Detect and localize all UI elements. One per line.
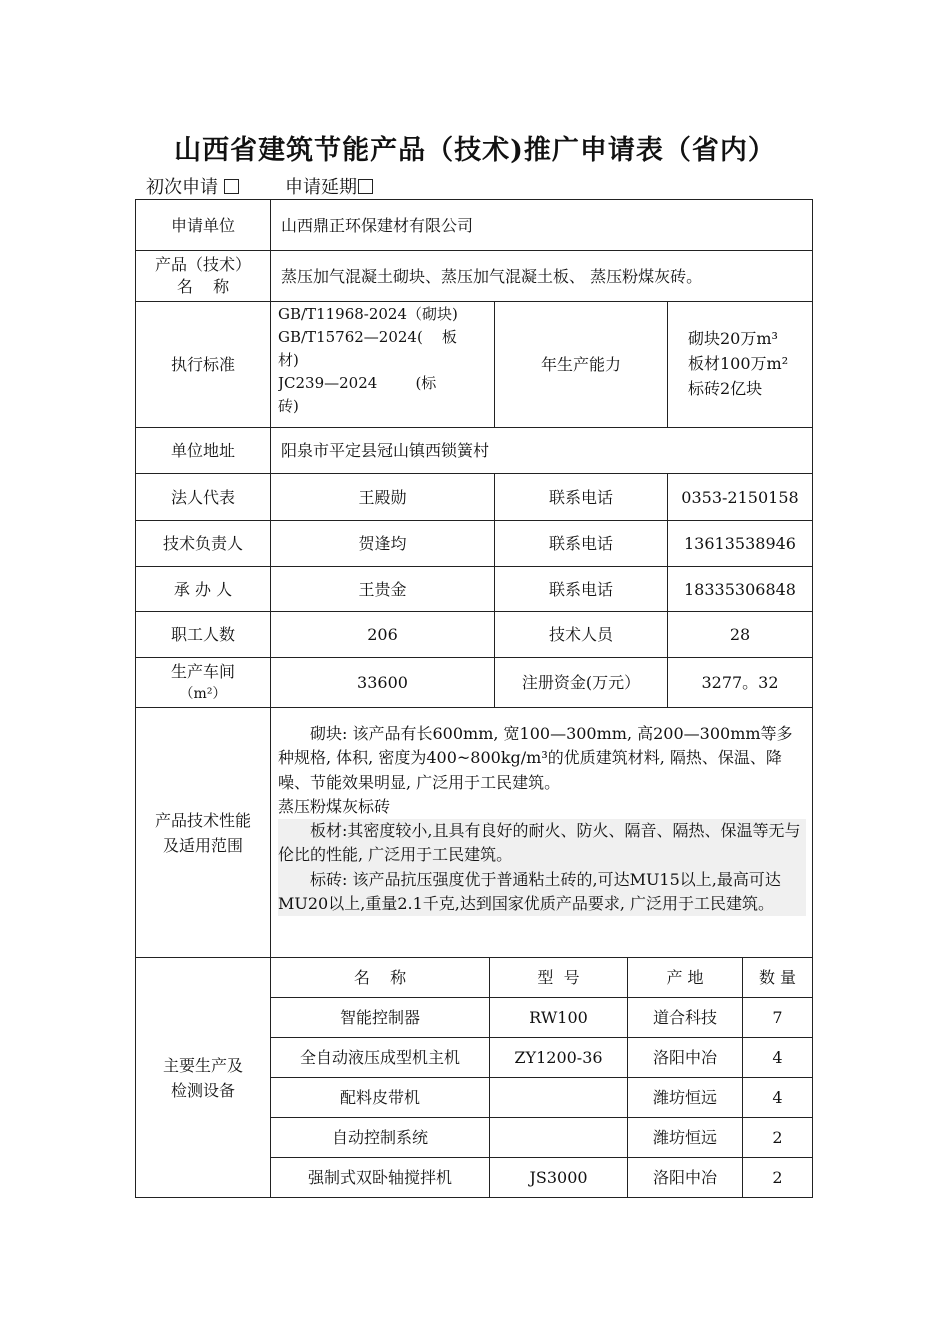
label-workshop-line2: （m²） <box>179 685 227 702</box>
equipment-model <box>490 1078 627 1117</box>
equipment-model: RW100 <box>529 1008 588 1027</box>
standard-line: GB/T11968-2024（砌块) <box>278 305 458 323</box>
value-product-name: 蒸压加气混凝土砌块、蒸压加气混凝土板、 蒸压粉煤灰砖。 <box>281 266 703 286</box>
equipment-name: 自动控制系统 <box>331 1128 428 1147</box>
value-capital: 3277。32 <box>701 673 779 692</box>
label-product-name-line1: 产品（技术） <box>154 255 251 274</box>
standard-line: 砖) <box>278 397 299 415</box>
label-tech-lead: 技术负责人 <box>162 534 243 553</box>
label-handler: 承 办 人 <box>173 579 233 599</box>
equipment-model: ZY1200-36 <box>514 1048 603 1067</box>
performance-description <box>278 722 806 916</box>
equipment-name: 配料皮带机 <box>339 1088 420 1107</box>
equipment-qty: 2 <box>772 1168 783 1187</box>
page-title: 山西省建筑节能产品（技术)推广申请表（省内） <box>174 135 776 166</box>
label-product-name <box>136 251 270 301</box>
label-workshop-line1: 生产车间 <box>170 661 235 681</box>
performance-sub-title: 蒸压粉煤灰标砖 <box>278 796 391 816</box>
standard-line: GB/T15762—2024( 板 <box>278 328 457 346</box>
value-standards <box>278 303 490 418</box>
equipment-header-qty: 数 量 <box>758 968 797 987</box>
equipment-name: 强制式双卧轴搅拌机 <box>307 1168 452 1187</box>
performance-block: 砌块: 该产品有长600mm, 宽100—300mm, 高200—300mm等多种规格, 体积, 密度为400~800kg/m³的优质建筑材料, 隔热、保温、降噪、节能效果明显, 广泛用于工民建筑。 <box>278 724 793 792</box>
performance-panel: 板材:其密度较小,且具有良好的耐火、防火、隔音、隔热、保温等无与伦比的性能, 广泛用于工民建筑。 <box>278 819 806 868</box>
label-performance-line1: 产品技术性能 <box>154 810 251 830</box>
label-standard: 执行标准 <box>170 355 235 374</box>
label-address: 单位地址 <box>170 441 235 460</box>
value-capacity <box>670 326 810 401</box>
equipment-qty: 7 <box>772 1008 783 1027</box>
value-tech-phone: 13613538946 <box>684 534 796 553</box>
equipment-model <box>490 1118 627 1157</box>
performance-brick: 标砖: 该产品抗压强度优于普通粘土砖的,可达MU15以上,最高可达MU20以上,重量2.1千克,达到国家优质产品要求, 广泛用于工民建筑。 <box>278 868 806 917</box>
standard-line: JC239—2024 (标 <box>278 374 437 392</box>
label-performance-line2: 及适用范围 <box>162 835 243 855</box>
capacity-line: 标砖2亿块 <box>688 379 763 398</box>
standard-line: 材) <box>278 351 299 369</box>
value-address: 阳泉市平定县冠山镇西锁簧村 <box>281 441 490 460</box>
label-equipment-line2: 检测设备 <box>170 1080 235 1100</box>
label-capital: 注册资金(万元） <box>521 673 641 692</box>
label-phone: 联系电话 <box>548 534 613 553</box>
equipment-qty: 2 <box>772 1128 783 1147</box>
equipment-origin: 潍坊恒远 <box>652 1088 717 1107</box>
label-phone: 联系电话 <box>548 487 613 507</box>
label-equipment-line1: 主要生产及 <box>162 1055 243 1075</box>
equipment-header-model: 型 号 <box>537 968 580 987</box>
value-employees: 206 <box>367 625 398 644</box>
equipment-name: 全自动液压成型机主机 <box>299 1048 460 1067</box>
label-employees: 职工人数 <box>170 625 235 644</box>
value-handler: 王贵金 <box>358 579 407 599</box>
equipment-qty: 4 <box>772 1088 783 1107</box>
label-tech-staff: 技术人员 <box>548 625 613 644</box>
value-unit: 山西鼎正环保建材有限公司 <box>281 215 474 235</box>
first-application-label: 初次申请 <box>146 177 218 198</box>
equipment-header-origin: 产 地 <box>666 968 704 987</box>
value-legal-phone: 0353-2150158 <box>681 487 799 507</box>
equipment-header-name: 名 称 <box>353 968 407 987</box>
equipment-model: JS3000 <box>529 1168 588 1187</box>
equipment-origin: 洛阳中冶 <box>652 1048 717 1067</box>
equipment-name: 智能控制器 <box>339 1008 420 1027</box>
value-legal-rep: 王殿勋 <box>358 487 407 507</box>
equipment-origin: 道合科技 <box>652 1008 717 1027</box>
label-performance <box>136 708 270 957</box>
label-unit: 申请单位 <box>170 215 235 235</box>
label-capacity: 年生产能力 <box>540 355 621 374</box>
label-workshop <box>136 658 270 707</box>
label-legal-rep: 法人代表 <box>170 487 235 507</box>
equipment-origin: 洛阳中冶 <box>652 1168 717 1187</box>
equipment-qty: 4 <box>772 1048 783 1067</box>
label-phone: 联系电话 <box>548 579 613 599</box>
extend-application-label: 申请延期 <box>285 177 357 198</box>
value-workshop: 33600 <box>357 673 408 692</box>
label-product-name-line2: 名 称 <box>176 277 230 296</box>
value-tech-staff: 28 <box>729 625 751 644</box>
label-equipment <box>136 958 270 1197</box>
value-tech-lead: 贺逢均 <box>358 534 407 553</box>
capacity-line: 板材100万m² <box>688 354 789 373</box>
capacity-line: 砌块20万m³ <box>688 329 778 348</box>
equipment-origin: 潍坊恒远 <box>652 1128 717 1147</box>
value-handler-phone: 18335306848 <box>684 579 796 599</box>
